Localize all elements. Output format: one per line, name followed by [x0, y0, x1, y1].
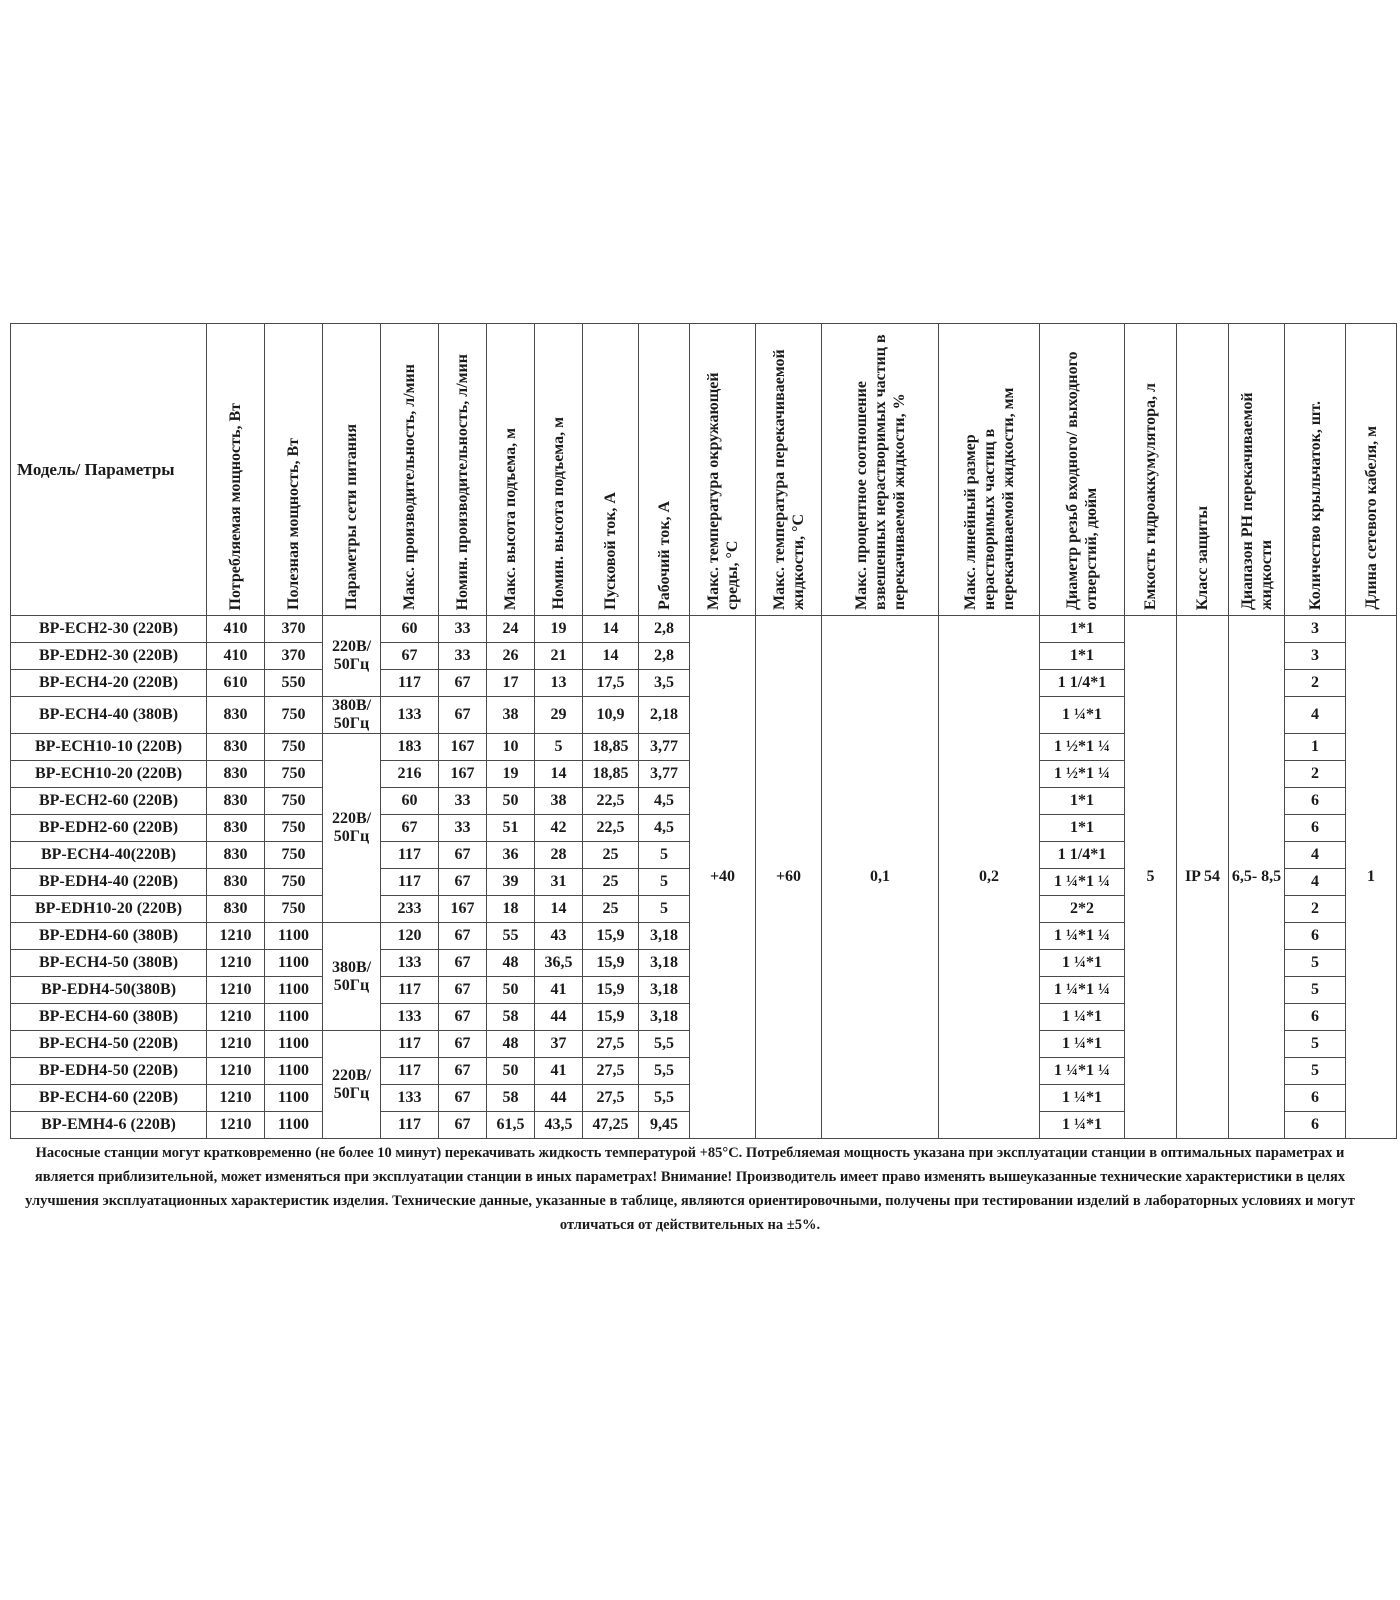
header-cell [756, 324, 822, 616]
flow-nom-cell: 67 [439, 1004, 487, 1031]
header-label: Класс защиты [1194, 505, 1211, 610]
head-nom-cell: 31 [535, 869, 583, 896]
start-current-cell: 27,5 [583, 1085, 639, 1112]
thread-diameter-cell: 1 ¼*1 ¼ [1040, 1058, 1125, 1085]
work-current-cell: 5,5 [639, 1085, 690, 1112]
model-cell: BP-EDH4-50 (220В) [11, 1058, 207, 1085]
header-row [11, 324, 1397, 616]
flow-nom-cell: 67 [439, 1031, 487, 1058]
power-in-cell: 830 [207, 788, 265, 815]
start-current-cell: 15,9 [583, 977, 639, 1004]
accumulator-cell: 5 [1125, 616, 1177, 1139]
model-cell: BP-EDH10-20 (220В) [11, 896, 207, 923]
ph-range-cell: 6,5- 8,5 [1229, 616, 1285, 1139]
power-in-cell: 830 [207, 842, 265, 869]
power-in-cell: 830 [207, 815, 265, 842]
start-current-cell: 17,5 [583, 670, 639, 697]
power-out-cell: 750 [265, 842, 323, 869]
thread-diameter-cell: 1 ½*1 ¼ [1040, 734, 1125, 761]
power-out-cell: 750 [265, 869, 323, 896]
power-supply-cell: 380В/ 50Гц [323, 697, 381, 734]
start-current-cell: 14 [583, 616, 639, 643]
flow-nom-cell: 33 [439, 788, 487, 815]
work-current-cell: 3,18 [639, 923, 690, 950]
head-max-cell: 50 [487, 977, 535, 1004]
work-current-cell: 4,5 [639, 815, 690, 842]
flow-max-cell: 120 [381, 923, 439, 950]
thread-diameter-cell: 1 1/4*1 [1040, 842, 1125, 869]
work-current-cell: 3,18 [639, 1004, 690, 1031]
header-label: Макс. температура перекачиваемой жидкости, °С [770, 349, 807, 610]
start-current-cell: 25 [583, 869, 639, 896]
head-nom-cell: 38 [535, 788, 583, 815]
header-label: Макс. линейный размер нерастворимых частиц в перекачиваемой жидкости, мм [961, 387, 1017, 610]
start-current-cell: 14 [583, 643, 639, 670]
header-label: Номин. высота подъема, м [550, 417, 567, 610]
work-current-cell: 2,18 [639, 697, 690, 734]
start-current-cell: 15,9 [583, 1004, 639, 1031]
flow-nom-cell: 33 [439, 815, 487, 842]
power-out-cell: 370 [265, 643, 323, 670]
work-current-cell: 5 [639, 869, 690, 896]
particle-size-cell: 0,2 [939, 616, 1040, 1139]
head-nom-cell: 44 [535, 1085, 583, 1112]
thread-diameter-cell: 1 ¼*1 ¼ [1040, 977, 1125, 1004]
header-label: Полезная мощность, Вт [285, 438, 302, 610]
spec-table [10, 323, 1397, 1139]
spec-body [11, 616, 1397, 1139]
header-cell [439, 324, 487, 616]
power-in-cell: 410 [207, 643, 265, 670]
header-cell [583, 324, 639, 616]
thread-diameter-cell: 1 ¼*1 [1040, 950, 1125, 977]
flow-max-cell: 183 [381, 734, 439, 761]
flow-max-cell: 60 [381, 788, 439, 815]
header-cell [822, 324, 939, 616]
thread-diameter-cell: 1 ¼*1 [1040, 1085, 1125, 1112]
head-max-cell: 61,5 [487, 1112, 535, 1139]
header-cell [1229, 324, 1285, 616]
liquid-temp-cell: +60 [756, 616, 822, 1139]
head-nom-cell: 14 [535, 761, 583, 788]
cable-length-cell: 1 [1346, 616, 1397, 1139]
power-in-cell: 610 [207, 670, 265, 697]
header-cell [487, 324, 535, 616]
thread-diameter-cell: 1*1 [1040, 643, 1125, 670]
header-cell [1177, 324, 1229, 616]
model-cell: BP-ECH4-20 (220В) [11, 670, 207, 697]
flow-nom-cell: 67 [439, 1058, 487, 1085]
work-current-cell: 5 [639, 896, 690, 923]
power-in-cell: 1210 [207, 923, 265, 950]
power-out-cell: 1100 [265, 923, 323, 950]
start-current-cell: 15,9 [583, 923, 639, 950]
header-label: Номин. производительность, л/мин [454, 353, 471, 610]
work-current-cell: 3,18 [639, 950, 690, 977]
impellers-cell: 6 [1285, 815, 1346, 842]
header-label: Потребляемая мощность, Вт [227, 402, 244, 610]
impellers-cell: 6 [1285, 923, 1346, 950]
model-cell: BP-ECH2-30 (220В) [11, 616, 207, 643]
head-max-cell: 51 [487, 815, 535, 842]
power-in-cell: 1210 [207, 950, 265, 977]
header-cell [265, 324, 323, 616]
power-out-cell: 750 [265, 896, 323, 923]
start-current-cell: 15,9 [583, 950, 639, 977]
head-nom-cell: 43,5 [535, 1112, 583, 1139]
header-label: Макс. процентное соотношение взвешенных нерастворимых частиц в перекачиваемой жидкости, % [852, 334, 908, 610]
model-cell: BP-EDH2-30 (220В) [11, 643, 207, 670]
model-cell: BP-ECH4-40 (380В) [11, 697, 207, 734]
header-label: Макс. температура окружающей среды, °С [704, 372, 741, 610]
head-max-cell: 38 [487, 697, 535, 734]
model-cell: BP-EDH2-60 (220В) [11, 815, 207, 842]
impellers-cell: 5 [1285, 977, 1346, 1004]
power-out-cell: 750 [265, 761, 323, 788]
head-nom-cell: 43 [535, 923, 583, 950]
impellers-cell: 5 [1285, 950, 1346, 977]
header-label: Макс. высота подъема, м [502, 427, 519, 610]
head-nom-cell: 42 [535, 815, 583, 842]
start-current-cell: 25 [583, 896, 639, 923]
flow-nom-cell: 33 [439, 643, 487, 670]
head-max-cell: 17 [487, 670, 535, 697]
power-out-cell: 750 [265, 788, 323, 815]
impellers-cell: 1 [1285, 734, 1346, 761]
flow-nom-cell: 167 [439, 761, 487, 788]
flow-max-cell: 67 [381, 643, 439, 670]
flow-nom-cell: 67 [439, 670, 487, 697]
work-current-cell: 3,5 [639, 670, 690, 697]
power-out-cell: 550 [265, 670, 323, 697]
thread-diameter-cell: 1 ¼*1 [1040, 1004, 1125, 1031]
head-nom-cell: 44 [535, 1004, 583, 1031]
impellers-cell: 2 [1285, 670, 1346, 697]
impellers-cell: 5 [1285, 1058, 1346, 1085]
flow-max-cell: 216 [381, 761, 439, 788]
thread-diameter-cell: 1 ¼*1 ¼ [1040, 923, 1125, 950]
start-current-cell: 25 [583, 842, 639, 869]
flow-max-cell: 133 [381, 1085, 439, 1112]
header-cell [1285, 324, 1346, 616]
thread-diameter-cell: 1 1/4*1 [1040, 670, 1125, 697]
power-in-cell: 1210 [207, 1112, 265, 1139]
flow-max-cell: 117 [381, 977, 439, 1004]
head-nom-cell: 36,5 [535, 950, 583, 977]
flow-nom-cell: 67 [439, 1085, 487, 1112]
model-cell: BP-ECH2-60 (220В) [11, 788, 207, 815]
power-supply-cell: 220В/ 50Гц [323, 616, 381, 697]
header-cell [690, 324, 756, 616]
start-current-cell: 22,5 [583, 815, 639, 842]
power-out-cell: 1100 [265, 950, 323, 977]
flow-nom-cell: 67 [439, 950, 487, 977]
corner-header: Модель/ Параметры [11, 324, 207, 616]
thread-diameter-cell: 1*1 [1040, 616, 1125, 643]
head-max-cell: 24 [487, 616, 535, 643]
impellers-cell: 3 [1285, 643, 1346, 670]
thread-diameter-cell: 2*2 [1040, 896, 1125, 923]
head-max-cell: 39 [487, 869, 535, 896]
head-max-cell: 55 [487, 923, 535, 950]
thread-diameter-cell: 1*1 [1040, 788, 1125, 815]
power-out-cell: 1100 [265, 977, 323, 1004]
header-cell [939, 324, 1040, 616]
power-in-cell: 830 [207, 697, 265, 734]
power-in-cell: 1210 [207, 977, 265, 1004]
header-cell [381, 324, 439, 616]
model-cell: BP-ECH10-20 (220В) [11, 761, 207, 788]
impellers-cell: 3 [1285, 616, 1346, 643]
flow-nom-cell: 67 [439, 977, 487, 1004]
flow-max-cell: 117 [381, 1112, 439, 1139]
flow-max-cell: 133 [381, 1004, 439, 1031]
model-cell: BP-ECH4-50 (220В) [11, 1031, 207, 1058]
power-supply-cell: 220В/ 50Гц [323, 734, 381, 923]
flow-nom-cell: 167 [439, 734, 487, 761]
header-cell [639, 324, 690, 616]
work-current-cell: 3,77 [639, 734, 690, 761]
model-cell: BP-ECH4-60 (220В) [11, 1085, 207, 1112]
head-max-cell: 48 [487, 1031, 535, 1058]
power-in-cell: 830 [207, 896, 265, 923]
head-max-cell: 58 [487, 1085, 535, 1112]
start-current-cell: 18,85 [583, 761, 639, 788]
power-out-cell: 1100 [265, 1112, 323, 1139]
power-out-cell: 1100 [265, 1058, 323, 1085]
power-out-cell: 370 [265, 616, 323, 643]
flow-nom-cell: 67 [439, 842, 487, 869]
impellers-cell: 4 [1285, 842, 1346, 869]
flow-nom-cell: 67 [439, 923, 487, 950]
model-cell: BP-ECH4-40(220В) [11, 842, 207, 869]
head-max-cell: 48 [487, 950, 535, 977]
header-label: Пусковой ток, А [602, 492, 619, 610]
power-out-cell: 750 [265, 815, 323, 842]
protection-class-cell: IP 54 [1177, 616, 1229, 1139]
power-out-cell: 750 [265, 734, 323, 761]
impellers-cell: 4 [1285, 697, 1346, 734]
impellers-cell: 2 [1285, 896, 1346, 923]
power-supply-cell: 220В/ 50Гц [323, 1031, 381, 1139]
start-current-cell: 27,5 [583, 1031, 639, 1058]
table-row [11, 616, 1397, 643]
head-max-cell: 50 [487, 1058, 535, 1085]
thread-diameter-cell: 1*1 [1040, 815, 1125, 842]
head-nom-cell: 28 [535, 842, 583, 869]
power-in-cell: 830 [207, 734, 265, 761]
start-current-cell: 47,25 [583, 1112, 639, 1139]
head-nom-cell: 41 [535, 1058, 583, 1085]
head-nom-cell: 13 [535, 670, 583, 697]
footnote: Насосные станции могут кратковременно (не более 10 минут) перекачивать жидкость температурой +85°С. Потребляемая мощность указана при эксплуатации станции в оптимальных параметрах и является приблизительной, может изменяться при эксплуатации станции в иных параметрах! Внимание! Производитель имеет право изменять вышеуказанные технические характеристики в целях улучшения эксплуатационных характеристик изделия. Технические данные, указанные в таблице, являются ориентировочными, получены при тестировании изделий в лабораторных условиях и могут отличаться от действительных на ±5%. [25, 1145, 1355, 1233]
model-cell: BP-EDH4-50(380В) [11, 977, 207, 1004]
header-label: Рабочий ток, А [655, 500, 673, 610]
flow-max-cell: 60 [381, 616, 439, 643]
flow-nom-cell: 33 [439, 616, 487, 643]
particles-percent-cell: 0,1 [822, 616, 939, 1139]
ambient-temp-cell: +40 [690, 616, 756, 1139]
power-supply-cell: 380В/ 50Гц [323, 923, 381, 1031]
head-nom-cell: 37 [535, 1031, 583, 1058]
thread-diameter-cell: 1 ½*1 ¼ [1040, 761, 1125, 788]
power-in-cell: 1210 [207, 1085, 265, 1112]
head-nom-cell: 5 [535, 734, 583, 761]
power-in-cell: 410 [207, 616, 265, 643]
head-nom-cell: 14 [535, 896, 583, 923]
impellers-cell: 6 [1285, 1004, 1346, 1031]
thread-diameter-cell: 1 ¼*1 [1040, 1031, 1125, 1058]
power-out-cell: 1100 [265, 1031, 323, 1058]
work-current-cell: 5 [639, 842, 690, 869]
header-cell [207, 324, 265, 616]
model-cell: BP-EMH4-6 (220В) [11, 1112, 207, 1139]
impellers-cell: 4 [1285, 869, 1346, 896]
work-current-cell: 2,8 [639, 616, 690, 643]
power-in-cell: 1210 [207, 1031, 265, 1058]
flow-max-cell: 117 [381, 869, 439, 896]
flow-max-cell: 233 [381, 896, 439, 923]
flow-max-cell: 133 [381, 950, 439, 977]
impellers-cell: 6 [1285, 1085, 1346, 1112]
header-cell [1125, 324, 1177, 616]
head-max-cell: 10 [487, 734, 535, 761]
header-label: Диапазон PH перекачиваемой жидкости [1238, 392, 1275, 610]
power-out-cell: 1100 [265, 1004, 323, 1031]
flow-max-cell: 117 [381, 1058, 439, 1085]
header-label: Диаметр резьб входного/ выходного отверстий, дюйм [1064, 351, 1100, 610]
power-out-cell: 750 [265, 697, 323, 734]
header-label: Длина сетевого кабеля, м [1362, 426, 1380, 610]
work-current-cell: 5,5 [639, 1058, 690, 1085]
impellers-cell: 2 [1285, 761, 1346, 788]
power-in-cell: 1210 [207, 1004, 265, 1031]
model-cell: BP-ECH4-50 (380В) [11, 950, 207, 977]
head-nom-cell: 19 [535, 616, 583, 643]
header-label: Количество крыльчаток, шт. [1306, 400, 1324, 610]
impellers-cell: 6 [1285, 788, 1346, 815]
model-cell: BP-EDH4-60 (380В) [11, 923, 207, 950]
work-current-cell: 4,5 [639, 788, 690, 815]
flow-max-cell: 117 [381, 1031, 439, 1058]
start-current-cell: 10,9 [583, 697, 639, 734]
model-cell: BP-ECH10-10 (220В) [11, 734, 207, 761]
flow-max-cell: 117 [381, 670, 439, 697]
power-in-cell: 830 [207, 761, 265, 788]
header-label: Емкость гидроаккумулятора, л [1142, 382, 1159, 610]
head-max-cell: 58 [487, 1004, 535, 1031]
impellers-cell: 6 [1285, 1112, 1346, 1139]
flow-max-cell: 133 [381, 697, 439, 734]
start-current-cell: 18,85 [583, 734, 639, 761]
flow-max-cell: 67 [381, 815, 439, 842]
work-current-cell: 3,77 [639, 761, 690, 788]
model-cell: BP-EDH4-40 (220В) [11, 869, 207, 896]
head-nom-cell: 41 [535, 977, 583, 1004]
flow-nom-cell: 67 [439, 697, 487, 734]
head-nom-cell: 21 [535, 643, 583, 670]
flow-nom-cell: 167 [439, 896, 487, 923]
flow-max-cell: 117 [381, 842, 439, 869]
power-in-cell: 1210 [207, 1058, 265, 1085]
model-cell: BP-ECH4-60 (380В) [11, 1004, 207, 1031]
header-cell [1346, 324, 1397, 616]
work-current-cell: 9,45 [639, 1112, 690, 1139]
header-cell [1040, 324, 1125, 616]
header-cell [535, 324, 583, 616]
work-current-cell: 2,8 [639, 643, 690, 670]
work-current-cell: 3,18 [639, 977, 690, 1004]
header-label: Макс. производительность, л/мин [401, 364, 418, 610]
thread-diameter-cell: 1 ¼*1 ¼ [1040, 869, 1125, 896]
head-max-cell: 36 [487, 842, 535, 869]
head-max-cell: 50 [487, 788, 535, 815]
thread-diameter-cell: 1 ¼*1 [1040, 697, 1125, 734]
work-current-cell: 5,5 [639, 1031, 690, 1058]
flow-nom-cell: 67 [439, 869, 487, 896]
head-max-cell: 18 [487, 896, 535, 923]
flow-nom-cell: 67 [439, 1112, 487, 1139]
head-max-cell: 26 [487, 643, 535, 670]
header-cell [323, 324, 381, 616]
start-current-cell: 27,5 [583, 1058, 639, 1085]
start-current-cell: 22,5 [583, 788, 639, 815]
thread-diameter-cell: 1 ¼*1 [1040, 1112, 1125, 1139]
power-out-cell: 1100 [265, 1085, 323, 1112]
header-label: Параметры сети питания [343, 424, 360, 610]
impellers-cell: 5 [1285, 1031, 1346, 1058]
power-in-cell: 830 [207, 869, 265, 896]
head-nom-cell: 29 [535, 697, 583, 734]
head-max-cell: 19 [487, 761, 535, 788]
